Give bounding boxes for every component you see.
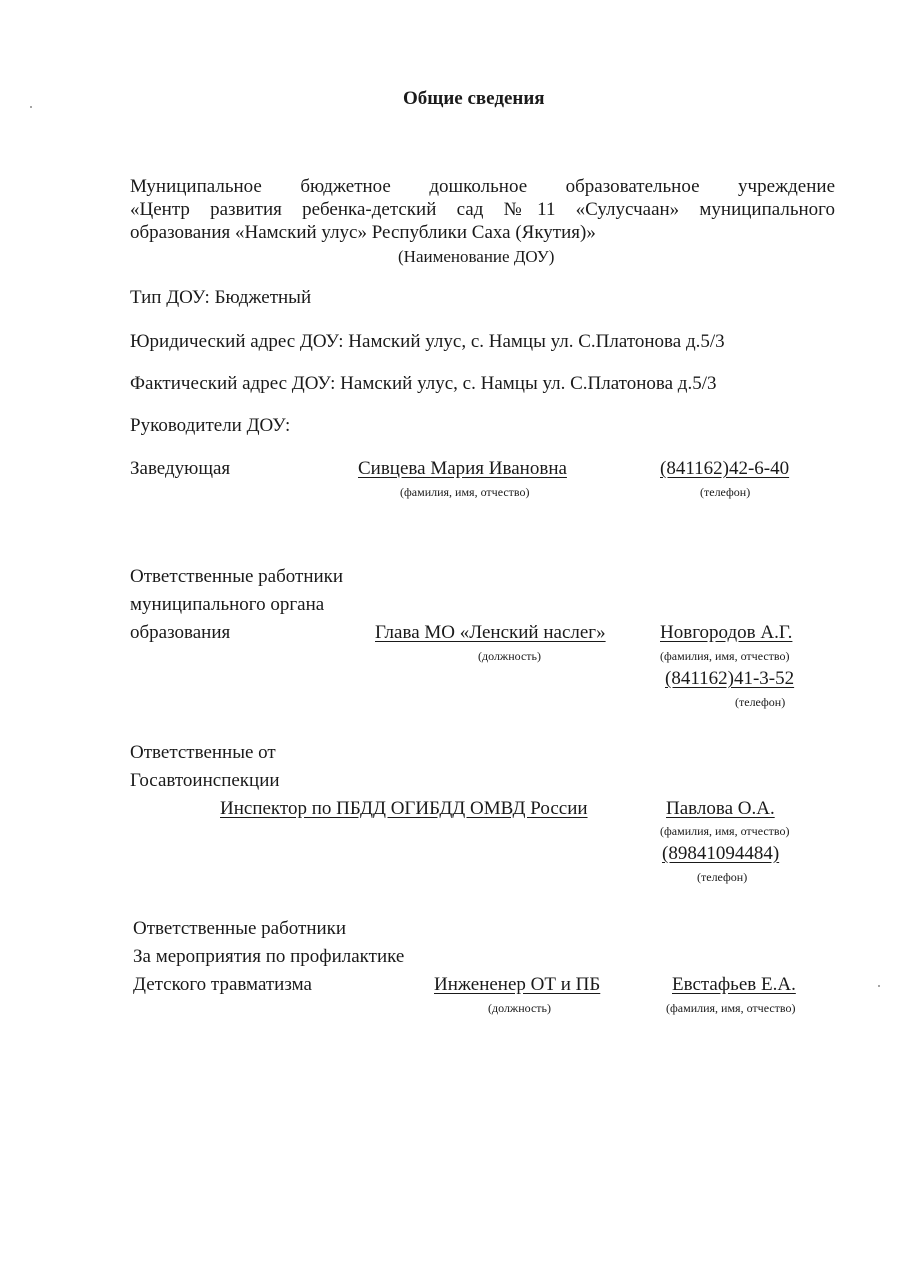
injury-position-caption: (должность): [488, 1001, 551, 1015]
traffic-position: Инспектор по ПБДД ОГИБДД ОМВД России: [220, 798, 588, 819]
municipal-phone: (841162)41-3-52: [665, 668, 795, 689]
traffic-name-caption: (фамилия, имя, отчество): [660, 824, 790, 838]
org-name-caption: (Наименование ДОУ): [398, 247, 555, 266]
page-title: Общие сведения: [403, 88, 545, 109]
injury-label-1: Ответственные работники: [133, 918, 347, 939]
scan-speck: [30, 106, 32, 108]
legal-address: Юридический адрес ДОУ: Намский улус, с. Намцы ул. С.Платонова д.5/3: [130, 331, 725, 352]
municipal-phone-caption: (телефон): [735, 695, 786, 709]
traffic-label-1: Ответственные от: [130, 742, 276, 763]
municipal-label-1: Ответственные работники: [130, 566, 344, 587]
traffic-phone-caption: (телефон): [697, 870, 748, 884]
municipal-name-caption: (фамилия, имя, отчество): [660, 649, 790, 663]
municipal-position: Глава МО «Ленский наслег»: [375, 622, 606, 643]
org-name-line-2: «Центр развития ребенка-детский сад №11 «Сулусчаан» муниципального: [130, 199, 835, 220]
actual-address: Фактический адрес ДОУ: Намский улус, с. Намцы ул. С.Платонова д.5/3: [130, 373, 717, 394]
traffic-name: Павлова О.А.: [666, 798, 775, 819]
org-name-line-1: Муниципальное бюджетное дошкольное образовательное учреждение: [130, 176, 835, 197]
head-name-caption: (фамилия, имя, отчество): [400, 485, 530, 499]
municipal-label-3: образования: [130, 622, 231, 643]
municipal-label-2: муниципального органа: [130, 594, 325, 615]
org-name-line-3: образования «Намский улус» Республики Саха (Якутия)»: [130, 222, 596, 243]
injury-label-2: За мероприятия по профилактике: [133, 946, 405, 967]
traffic-phone: (89841094484): [662, 843, 780, 864]
municipal-position-caption: (должность): [478, 649, 541, 663]
head-phone-caption: (телефон): [700, 485, 751, 499]
head-name: Сивцева Мария Ивановна: [358, 458, 567, 479]
scan-speck: [878, 985, 880, 987]
injury-name: Евстафьев Е.А.: [672, 974, 796, 995]
head-role: Заведующая: [130, 458, 231, 479]
type-line: Тип ДОУ: Бюджетный: [130, 287, 312, 308]
injury-name-caption: (фамилия, имя, отчество): [666, 1001, 796, 1015]
injury-label-3: Детского травматизма: [133, 974, 312, 995]
managers-heading: Руководители ДОУ:: [130, 415, 291, 436]
head-phone: (841162)42-6-40: [660, 458, 790, 479]
municipal-name: Новгородов А.Г.: [660, 622, 793, 643]
injury-position: Инжененер ОТ и ПБ: [434, 974, 601, 995]
traffic-label-2: Госавтоинспекции: [130, 770, 280, 791]
